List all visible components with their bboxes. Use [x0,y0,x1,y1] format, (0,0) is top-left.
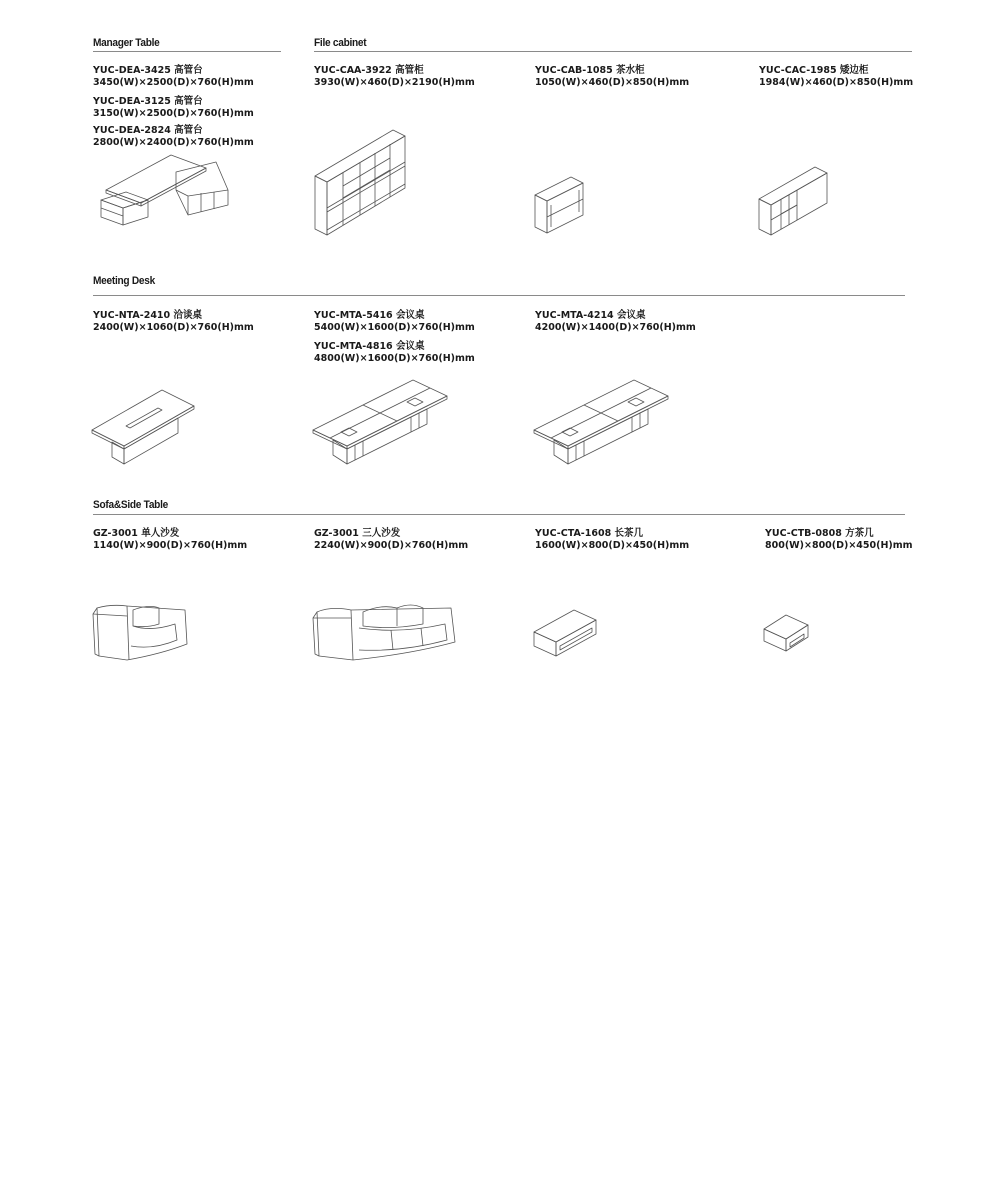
manager-desk-illustration [96,150,236,235]
product-model: YUC-CAB-1085 茶水柜 [535,65,645,76]
product-model: YUC-MTA-5416 会议桌 [314,310,425,321]
product-model: YUC-CAC-1985 矮边柜 [759,65,869,76]
section-title-manager-table: Manager Table [93,37,160,49]
divider [93,51,281,52]
product-gz-3001-triple [314,528,476,552]
three-seat-sofa-illustration [311,602,459,664]
product-yuc-cac-1985 [759,65,921,89]
product-size: 3450(W)×2500(D)×760(H)mm [93,77,254,88]
product-yuc-mta-5416 [314,310,483,334]
product-size: 1984(W)×460(D)×850(H)mm [759,77,914,88]
product-model: YUC-NTA-2410 洽谈桌 [93,310,202,321]
product-yuc-caa-3922 [314,65,483,89]
product-model: YUC-CTA-1608 长茶几 [535,528,643,539]
long-coffee-table-illustration [532,608,600,660]
side-cabinet-illustration [757,165,832,237]
tall-file-cabinet-illustration [313,128,408,238]
product-yuc-cta-1608 [535,528,697,552]
product-model: YUC-CTB-0808 方茶几 [765,528,874,539]
product-model: YUC-MTA-4214 会议桌 [535,310,646,321]
product-model: GZ-3001 三人沙发 [314,528,401,539]
product-yuc-cab-1085 [535,65,697,89]
product-gz-3001-single [93,528,255,552]
section-title-meeting-desk: Meeting Desk [93,275,155,287]
section-title-file-cabinet: File cabinet [314,37,367,49]
tea-cabinet-illustration [533,175,588,237]
product-size: 4800(W)×1600(D)×760(H)mm [314,353,475,364]
square-coffee-table-illustration [762,613,812,655]
product-model: YUC-MTA-4816 会议桌 [314,341,425,352]
meeting-table-4214-illustration [532,378,672,468]
product-size: 3930(W)×460(D)×2190(H)mm [314,77,475,88]
product-size: 3150(W)×2500(D)×760(H)mm [93,108,254,119]
product-size: 800(W)×800(D)×450(H)mm [765,540,913,551]
section-title-sofa-side-table: Sofa&Side Table [93,499,168,511]
product-yuc-ctb-0808 [765,528,920,552]
product-model: GZ-3001 单人沙发 [93,528,180,539]
product-size: 1050(W)×460(D)×850(H)mm [535,77,690,88]
product-model: YUC-DEA-3125 高管台 [93,96,203,107]
product-size: 2240(W)×900(D)×760(H)mm [314,540,469,551]
divider [93,295,905,296]
product-size: 1140(W)×900(D)×760(H)mm [93,540,248,551]
product-size: 2800(W)×2400(D)×760(H)mm [93,137,254,148]
product-model: YUC-CAA-3922 高管柜 [314,65,424,76]
product-yuc-mta-4214 [535,310,704,334]
meeting-table-5416-illustration [311,378,451,468]
divider [93,514,905,515]
single-sofa-illustration [91,602,191,664]
product-size: 2400(W)×1060(D)×760(H)mm [93,322,254,333]
negotiation-table-illustration [90,388,198,466]
product-size: 5400(W)×1600(D)×760(H)mm [314,322,475,333]
divider [314,51,912,52]
product-size: 4200(W)×1400(D)×760(H)mm [535,322,696,333]
product-size: 1600(W)×800(D)×450(H)mm [535,540,690,551]
product-yuc-dea-2824 [93,125,262,149]
product-yuc-dea-3425 [93,65,262,89]
product-model: YUC-DEA-3425 高管台 [93,65,203,76]
product-model: YUC-DEA-2824 高管台 [93,125,203,136]
product-yuc-dea-3125 [93,96,262,120]
product-yuc-mta-4816 [314,341,483,365]
product-yuc-nta-2410 [93,310,262,334]
